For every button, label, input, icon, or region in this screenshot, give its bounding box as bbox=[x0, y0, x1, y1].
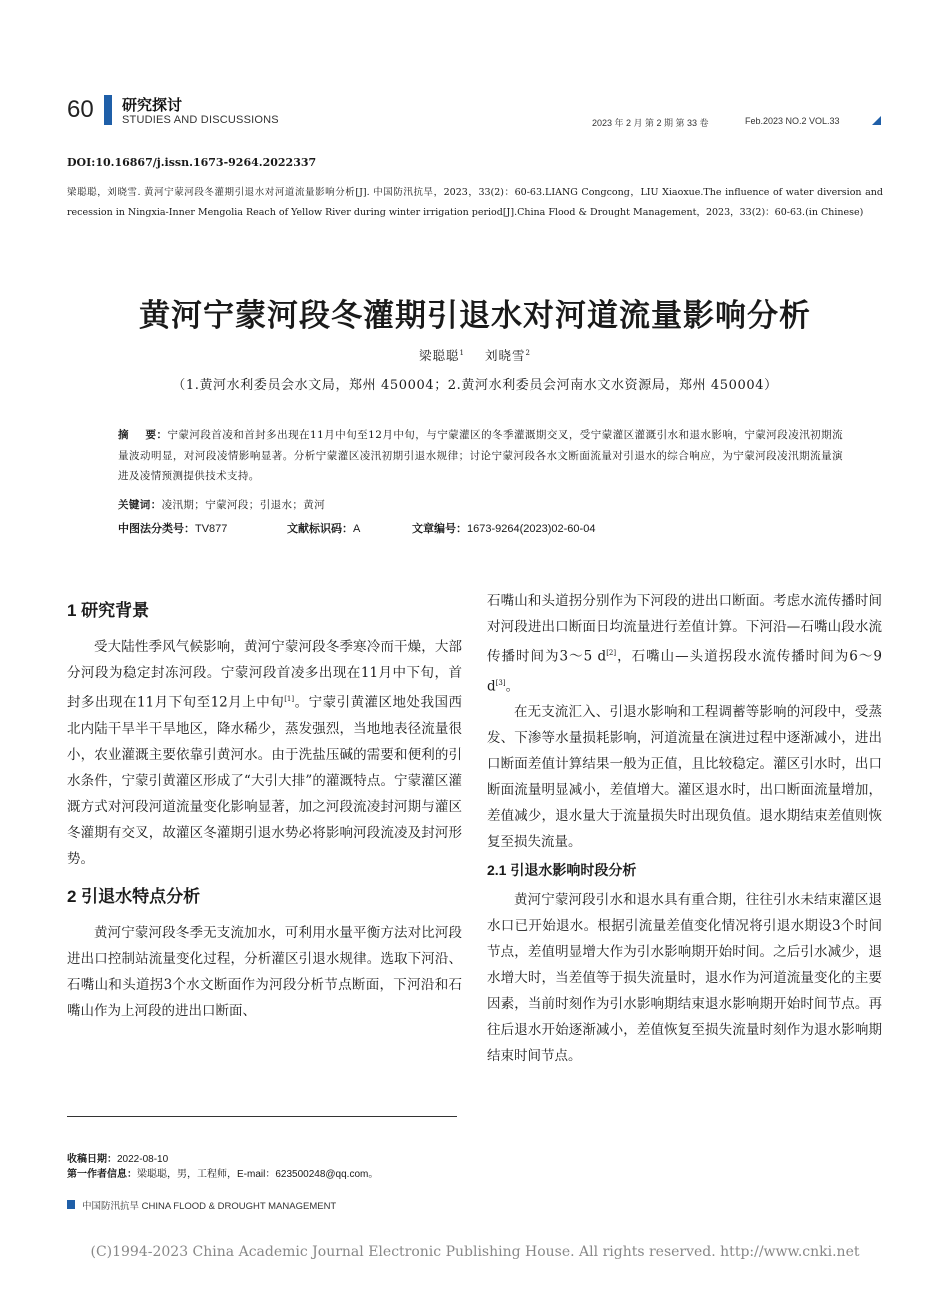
author-info: 第一作者信息：梁聪聪，男，工程师，E-mail：623500248@qq.com。 bbox=[67, 1169, 379, 1180]
keywords-text: 凌汛期；宁蒙河段；引退水；黄河 bbox=[161, 499, 326, 511]
clc-number: 中图法分类号：TV877 bbox=[118, 523, 228, 535]
paragraph: 黄河宁蒙河段冬季无支流加水，可利用水量平衡方法对比河段进出口控制站流量变化过程，分析灌区引退水规律。选取下河沿、石嘴山和头道拐3个水文断面作为河段分析节点断面，下河沿和石嘴山作为上河段的进出口断面、 bbox=[67, 924, 462, 1019]
paragraph: 石嘴山和头道拐分别作为下河段的进出口断面。考虑水流传播时间对河段进出口断面日均流量进行差值计算。下河沿—石嘴山段水流传播时间为3～5 d[2]，石嘴山—头道拐段水流传播时间为6～9 d[3]。 bbox=[487, 593, 882, 694]
paragraph: 黄河宁蒙河段引水和退水具有重合期，往往引水未结束灌区退水口已开始退水。根据引流量差值变化情况将引退水期设3个时间节点，差值明显增大作为引水影响期开始时间。之后引水减少，退水增大时，当差值等于损失流量时，退水作为河道流量变化的主要因素，当前时刻作为引水影响期结束退水影响期开始时间节点。再往后退水开始逐渐减小，差值恢复至损失流量时刻作为退水影响期结束时间节点。 bbox=[487, 892, 882, 1064]
author-1: 梁聪聪 bbox=[419, 348, 460, 363]
citation-ref: [2] bbox=[606, 649, 617, 657]
citation-ref: [3] bbox=[495, 678, 506, 687]
received-date: 收稿日期：2022-08-10 bbox=[67, 1154, 169, 1165]
heading-2: 2 引退水特点分析 bbox=[67, 886, 201, 906]
author-2: 刘晓雪 bbox=[484, 348, 526, 363]
authors bbox=[0, 346, 950, 364]
footnote-divider bbox=[67, 1116, 457, 1117]
left-column bbox=[67, 598, 462, 1024]
section-title-en: STUDIES AND DISCUSSIONS bbox=[122, 114, 279, 126]
heading-1: 1 研究背景 bbox=[67, 601, 150, 620]
keywords bbox=[118, 497, 325, 512]
corner-triangle-icon bbox=[872, 116, 881, 125]
issue-info-en: Feb.2023 NO.2 VOL.33 bbox=[745, 116, 840, 126]
document-code: 文献标识码：A bbox=[287, 523, 361, 535]
author-2-affil: 2 bbox=[525, 348, 531, 357]
right-column bbox=[487, 588, 882, 1069]
page-number: 60 bbox=[67, 96, 94, 123]
journal-footer: 中国防汛抗旱 CHINA FLOOD & DROUGHT MANAGEMENT bbox=[82, 1201, 337, 1212]
citation-ref: [1] bbox=[284, 695, 295, 703]
paper-title: 黄河宁蒙河段冬灌期引退水对河道流量影响分析 bbox=[139, 298, 811, 334]
abstract-text: 宁蒙河段首凌和首封多出现在11月中旬至12月中旬，与宁蒙灌区的冬季灌溉期交叉，受宁蒙灌区灌溉引水和退水影响，宁蒙河段凌汛初期流量波动明显，对河段凌情影响显著。分析宁蒙灌区凌汛初期引退水规律；讨论宁蒙河段各水文断面流量对引退水的综合响应，为宁蒙河段凌汛期流量演进及凌情预测提供技术支持。 bbox=[118, 429, 843, 482]
copyright-notice: (C)1994-2023 China Academic Journal Electronic Publishing House. All rights reserved. http://www.cnki.net bbox=[90, 1244, 860, 1260]
citation: 梁聪聪，刘晓雪. 黄河宁蒙河段冬灌期引退水对河道流量影响分析[J]. 中国防汛抗旱，2023，33(2)：60-63.LIANG Congcong，LIU Xiaoxue.The influence of water diversion and recession in Ningxia-Inner Mengolia Reach of Yellow River during winter irrigation period[J].China Flood & Drought Management，2023，33(2)：60-63.(in Chinese) bbox=[67, 187, 883, 218]
heading-2-1: 2.1 引退水影响时段分析 bbox=[487, 862, 637, 878]
footer-square-icon bbox=[67, 1200, 75, 1209]
abstract bbox=[118, 425, 843, 487]
issue-info-cn: 2023 年 2 月 第 2 期 第 33 卷 bbox=[592, 118, 709, 128]
paragraph: 在无支流汇入、引退水影响和工程调蓄等影响的河段中，受蒸发、下渗等水量损耗影响，河道流量在演进过程中逐渐减小，进出口断面差值计算结果一般为正值，且比较稳定。灌区引水时，出口断面流量明显减小，差值增大。灌区退水时，出口断面流量增加，差值减少，退水量大于流量损失时出现负值。退水期结束差值则恢复至损失流量。 bbox=[487, 704, 882, 850]
abstract-label: 摘 要： bbox=[118, 429, 168, 441]
paragraph: 受大陆性季风气候影响，黄河宁蒙河段冬季寒冷而干燥，大部分河段为稳定封冻河段。宁蒙河段首凌多出现在11月中下旬，首封多出现在11月下旬至12月上中旬[1]。宁蒙引黄灌区地处我国西北内陆干旱半干旱地区，降水稀少，蒸发强烈，当地地表径流量很小，农业灌溉主要依靠引黄河水。由于洗盐压碱的需要和便利的引水条件，宁蒙引黄灌区形成了“大引大排”的灌溉特点。宁蒙灌区灌溉方式对河段河道流量变化影响显著，加之河段流凌封河期与灌区冬灌期有交叉，故灌区冬灌期引退水势必将影响河段流凌及封河形势。 bbox=[67, 639, 462, 867]
doi: DOI:10.16867/j.issn.1673-9264.2022337 bbox=[67, 156, 317, 169]
article-number: 文章编号：1673-9264(2023)02-60-04 bbox=[412, 523, 596, 535]
section-title-cn: 研究探讨 bbox=[122, 97, 183, 114]
header-accent-bar bbox=[104, 95, 112, 125]
author-1-affil: 1 bbox=[459, 348, 466, 357]
affiliation: （1.黄河水利委员会水文局，郑州 450004；2.黄河水利委员会河南水文水资源局，郑州 450004） bbox=[172, 378, 778, 393]
keywords-label: 关键词： bbox=[118, 499, 162, 511]
